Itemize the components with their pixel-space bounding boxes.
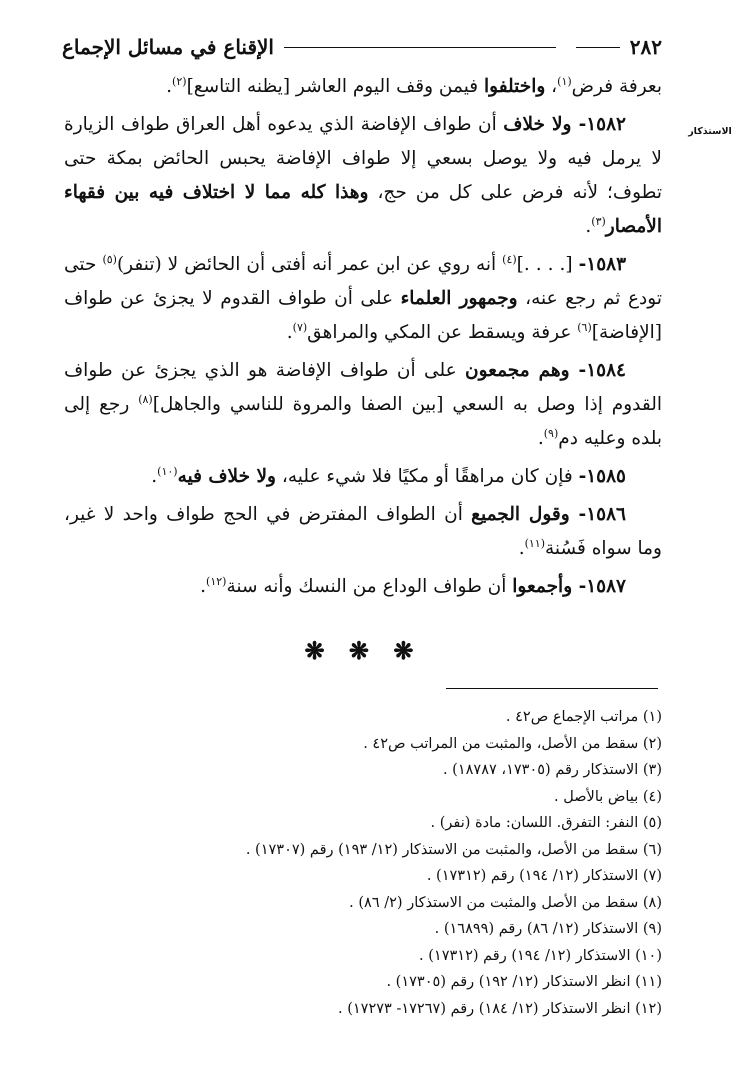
text-run: . xyxy=(151,466,158,487)
text-run: ، xyxy=(545,76,558,97)
header-rule xyxy=(284,47,556,48)
footnote-ref: (١١) xyxy=(524,536,546,550)
paragraph xyxy=(64,570,662,604)
text-run: حتى تودع ثم رجع عنه، xyxy=(64,254,662,309)
footnote: (٧) الاستذكار (١٢/ ١٩٤) رقم (١٧٣١٢) . xyxy=(426,868,662,884)
bold-phrase: وهذا كله مما لا اختلاف فيه بين فقهاء الأمصار xyxy=(64,182,662,237)
footnote: (١٠) الاستذكار (١٢/ ١٩٤) رقم (١٧٣١٢) . xyxy=(419,947,662,964)
footnote: (٨) سقط من الأصل والمثبت من الاستذكار (٢/ ٨٦) . xyxy=(349,894,662,911)
footnote-ref: (٩) xyxy=(543,426,559,440)
footnote: (٣) الاستذكار رقم (١٧٣٠٥، ١٨٧٨٧) . xyxy=(442,762,662,778)
footnote: (٤) بياض بالأصل . xyxy=(554,788,662,805)
bold-phrase: ١٥٨٧- وأجمعوا xyxy=(512,576,626,597)
bold-phrase: ١٥٨٣- xyxy=(578,254,627,275)
text-run: . xyxy=(200,576,207,597)
paragraph xyxy=(64,354,662,456)
text-run: . xyxy=(585,216,592,237)
bold-phrase: ولا خلاف فيه xyxy=(177,466,276,487)
bold-phrase: ١٥٨٤- وهم مجمعون xyxy=(465,360,626,381)
paragraph xyxy=(64,248,662,350)
bold-phrase: واختلفوا xyxy=(484,76,546,97)
footnote: (٢) سقط من الأصل، والمثبت من المراتب ص٤٢ . xyxy=(363,735,662,752)
text-run: عرفة ويسقط عن المكي والمراهق xyxy=(307,322,578,343)
text-run: . xyxy=(286,322,293,343)
footnote: (٥) النفر: التفرق. اللسان: مادة (نفر) . xyxy=(430,815,662,831)
footnote-ref: (١٠) xyxy=(157,464,178,478)
main-text xyxy=(64,70,662,604)
footnote-ref: (٧) xyxy=(292,320,308,334)
bold-phrase: وجمهور العلماء xyxy=(400,288,518,309)
running-header xyxy=(62,32,662,62)
footnote: (٦) سقط من الأصل، والمثبت من الاستذكار (١٢/ ١٩٣) رقم (١٧٣٠٧) . xyxy=(245,841,662,858)
bold-phrase: ١٥٨٦- وقول الجميع xyxy=(471,504,626,525)
text-run: أن طواف الوداع من النسك وأنه سنة xyxy=(226,576,513,597)
footnote-rule xyxy=(446,688,658,689)
footnote-ref: (٨) xyxy=(138,392,153,406)
footnote: (١١) انظر الاستذكار (١٢/ ١٩٢) رقم (١٧٣٠٥) . xyxy=(386,974,662,990)
text-run: أن الطواف المفترض في الحج طواف واحد لا غير، وما سواه فَسُنة xyxy=(64,504,662,559)
paragraph xyxy=(64,108,662,244)
paragraph xyxy=(64,460,662,494)
text-run: رجع إلى بلده وعليه دم xyxy=(64,394,662,449)
header-rule-right xyxy=(576,47,620,48)
page-number: ٢٨٢ xyxy=(629,35,662,59)
text-run: أنه روي عن ابن عمر أنه أفتى أن الحائض لا (تنفر) xyxy=(116,254,503,275)
book-title: الإقناع في مسائل الإجماع xyxy=(62,35,274,59)
footnote-ref: (٦) xyxy=(577,320,592,334)
text-run: على أن طواف القدوم لا يجزئ عن طواف [الإفاضة] xyxy=(64,288,662,343)
section-separator: ❋ ❋ ❋ xyxy=(304,636,422,665)
footnote-ref: (١٢) xyxy=(206,574,227,588)
text-run: . xyxy=(166,76,173,97)
footnote: (١) مراتب الإجماع ص٤٢ . xyxy=(505,709,662,725)
bold-phrase: ١٥٨٥- xyxy=(578,466,626,487)
footnotes xyxy=(60,704,662,1022)
footnote-ref: (١) xyxy=(557,74,572,88)
footnote: (١٢) انظر الاستذكار (١٢/ ١٨٤) رقم (١٧٢٦٧- ١٧٢٧٣) . xyxy=(338,1000,662,1017)
text-run: على أن طواف الإفاضة هو الذي يجزئ عن طواف القدوم إذا وصل به السعي [بين الصفا والمروة للناسي والجاهل] xyxy=(64,360,662,415)
text-run: . xyxy=(537,428,544,449)
text-run: [. . . .] xyxy=(516,254,579,275)
text-run: . xyxy=(518,538,525,559)
text-run: فيمن وقف اليوم العاشر [يظنه التاسع] xyxy=(186,76,484,97)
footnote-ref: (٥) xyxy=(102,252,117,266)
footnote-ref: (٤) xyxy=(502,252,517,266)
text-run: أن طواف الإفاضة الذي يدعوه أهل العراق طواف الزيارة لا يرمل فيه ولا يوصل بسعي إلا طواف الإفاضة يحبس الحائض بمكة حتى تطوف؛ لأنه فرض على كل من حج، xyxy=(64,114,662,203)
text-run: بعرفة فرض xyxy=(571,76,662,97)
margin-source-note: الاستذكار xyxy=(688,126,732,137)
footnote-ref: (٣) xyxy=(591,214,606,228)
paragraph xyxy=(64,498,662,566)
footnote-ref: (٢) xyxy=(172,74,187,88)
paragraph xyxy=(64,70,662,104)
footnote: (٩) الاستذكار (١٢/ ٨٦) رقم (١٦٨٩٩) . xyxy=(434,921,662,937)
bold-phrase: ١٥٨٢- ولا خلاف xyxy=(503,114,626,135)
text-run: فإن كان مراهقًا أو مكيًا فلا شيء عليه، xyxy=(275,466,579,487)
